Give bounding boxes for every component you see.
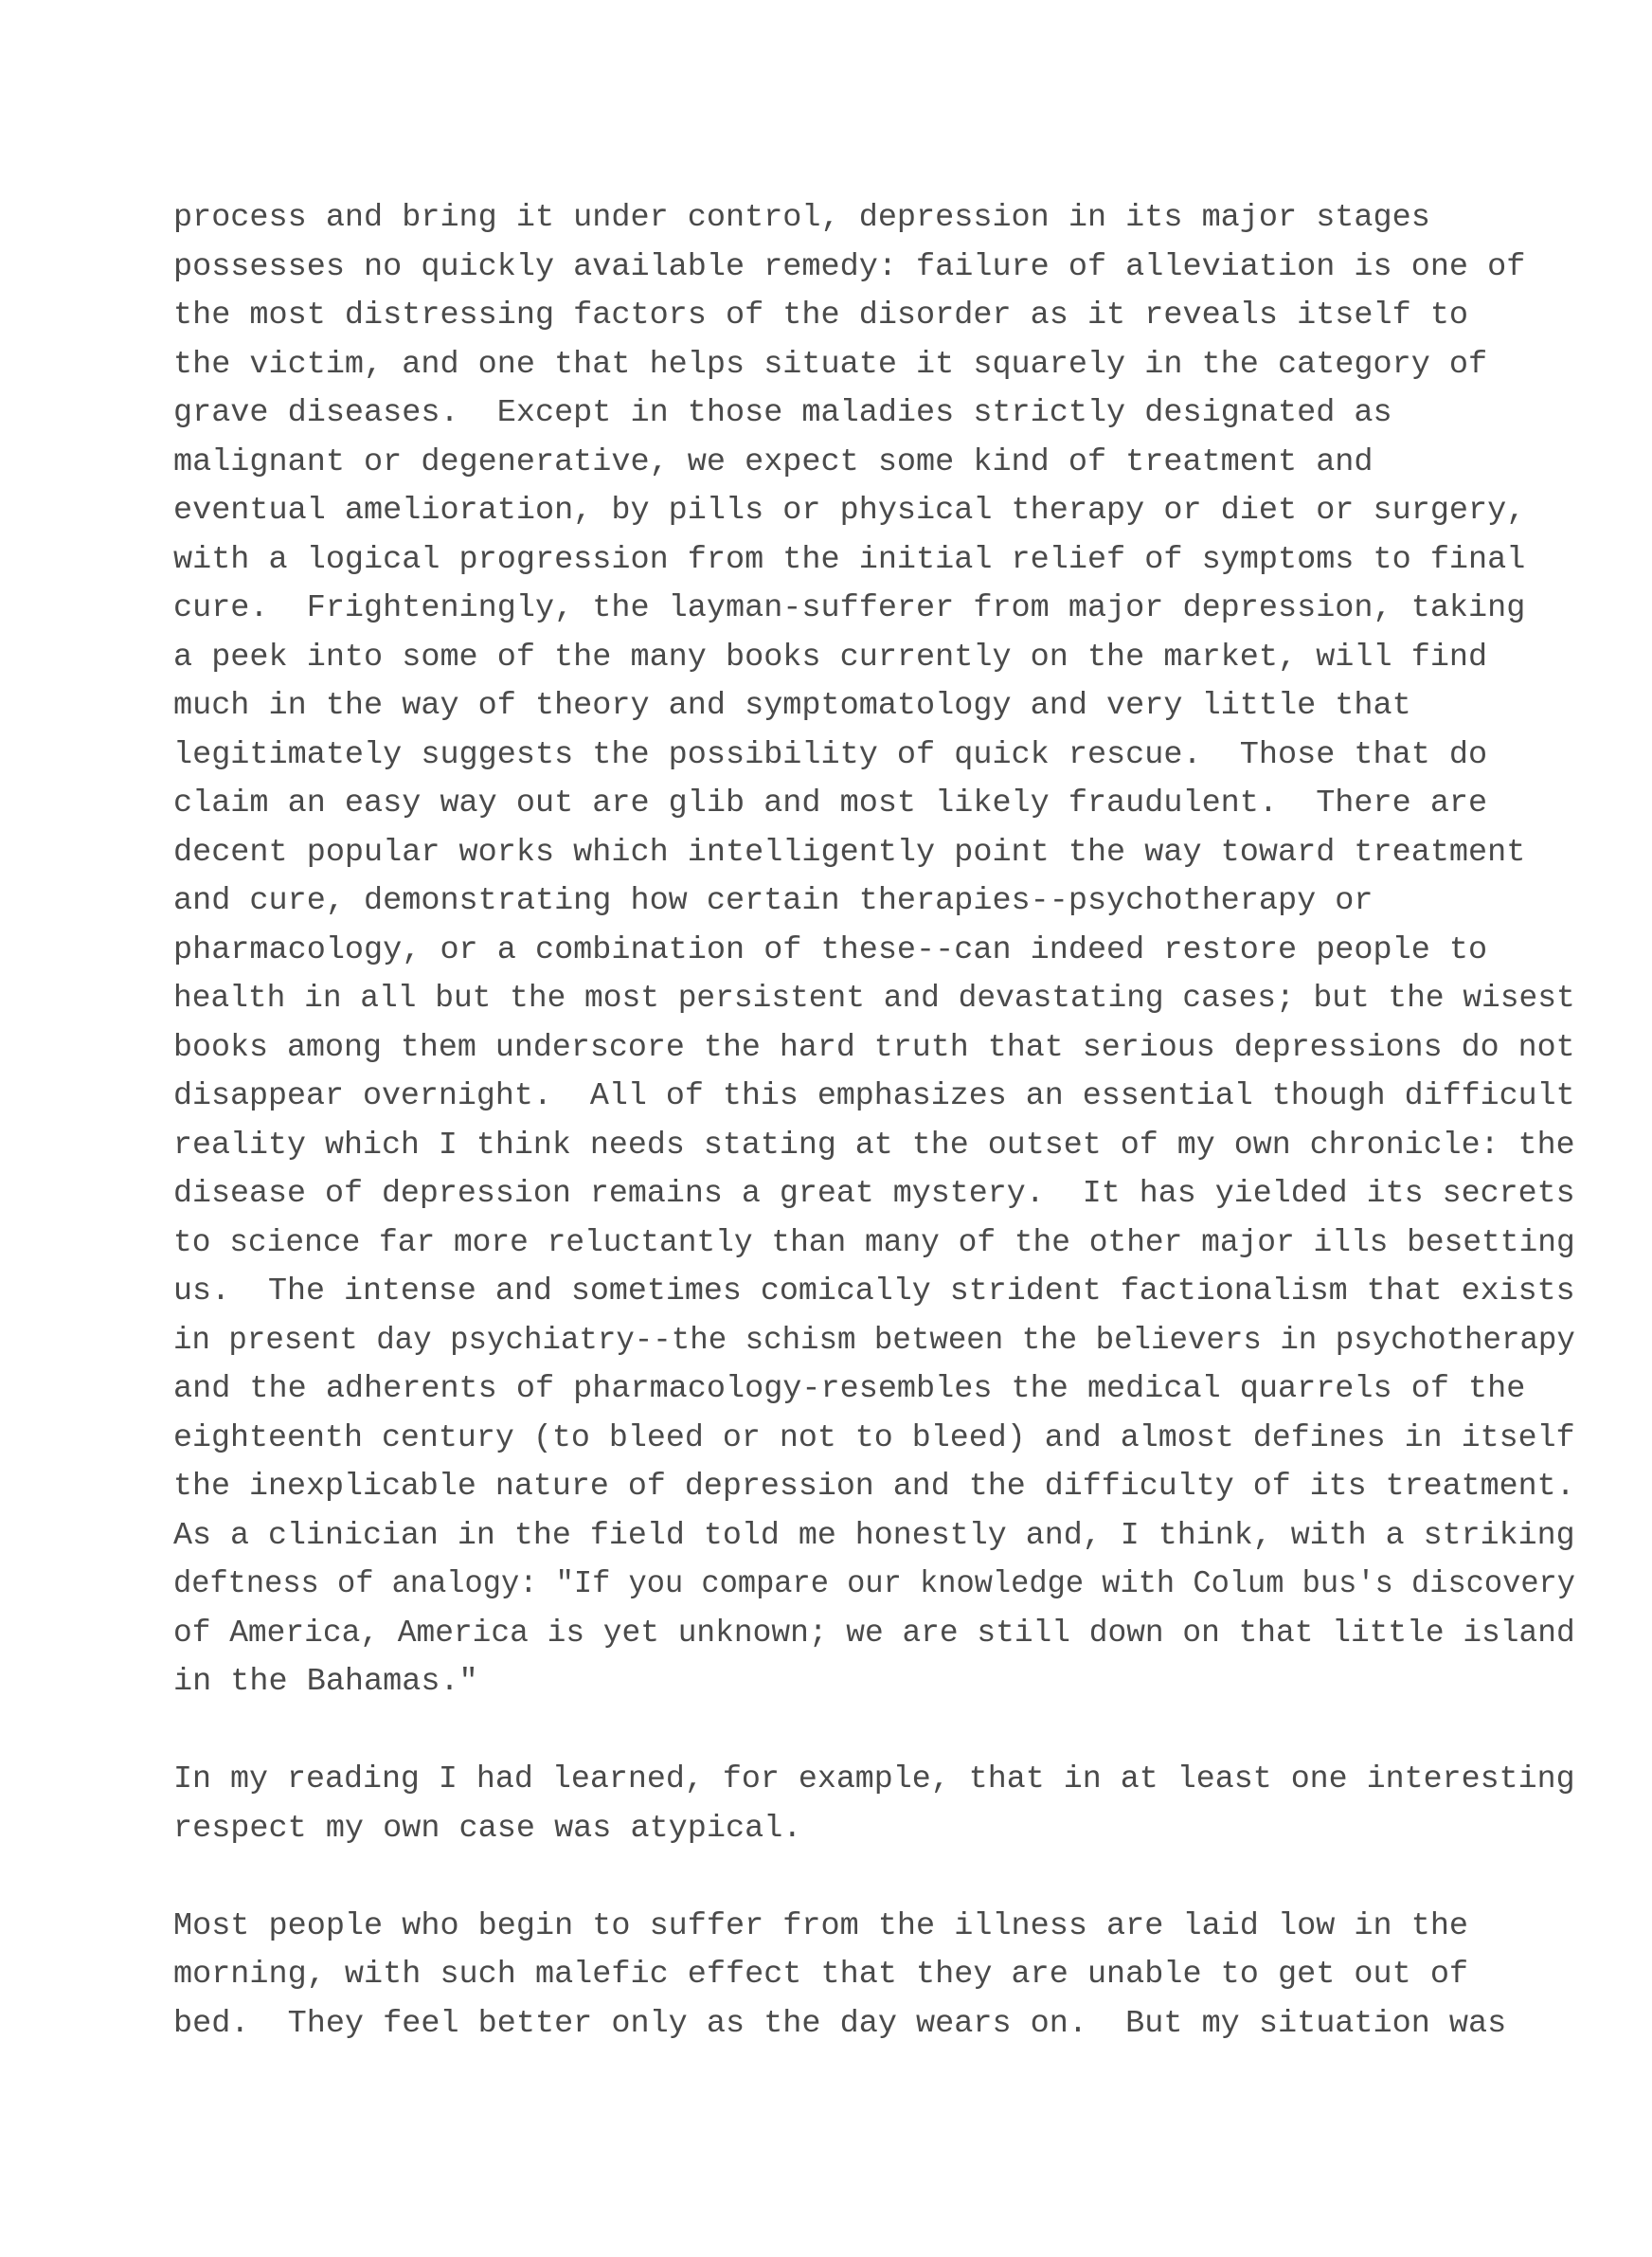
text-line: to science far more reluctantly than many of the other major ills besetting [173,1224,1575,1261]
text-line: with a logical progression from the initial relief of symptoms to final [173,541,1526,578]
text-line: of America, America is yet unknown; we are still down on that little island [173,1615,1575,1652]
text-line: eventual amelioration, by pills or physical therapy or diet or surgery, [173,493,1526,529]
text-line: in present day psychiatry--the schism between the believers in psychotherapy [173,1322,1575,1359]
paragraph-break [173,1853,1575,1903]
text-line: claim an easy way out are glib and most likely fraudulent. There are [173,785,1488,822]
text-line: the inexplicable nature of depression and the difficulty of its treatment. [173,1469,1575,1505]
text-line: and cure, demonstrating how certain therapies--psychotherapy or [173,883,1374,919]
text-line: Most people who begin to suffer from the illness are laid low in the [173,1907,1469,1944]
text-line: legitimately suggests the possibility of quick rescue. Those that do [173,736,1488,773]
text-line: process and bring it under control, depression in its major stages [173,200,1430,236]
body-text [173,194,1575,2049]
text-line: In my reading I had learned, for example, that in at least one interesting [173,1761,1575,1797]
text-line: in the Bahamas." [173,1664,478,1700]
text-line: possesses no quickly available remedy: failure of alleviation is one of [173,248,1526,285]
text-line: deftness of analogy: "If you compare our knowledge with Colum bus's discovery [173,1566,1575,1602]
text-line: disease of depression remains a great mystery. It has yielded its secrets [173,1176,1575,1212]
text-line: reality which I think needs stating at the outset of my own chronicle: the [173,1127,1575,1164]
text-line: the most distressing factors of the disorder as it reveals itself to [173,298,1469,334]
text-line: disappear overnight. All of this emphasizes an essential though difficult [173,1078,1575,1114]
text-line: decent popular works which intelligently point the way toward treatment [173,834,1526,871]
text-line: the victim, and one that helps situate it squarely in the category of [173,346,1488,383]
text-line: pharmacology, or a combination of these--can indeed restore people to [173,931,1488,968]
text-line: respect my own case was atypical. [173,1810,802,1847]
text-line: much in the way of theory and symptomatology and very little that [173,688,1411,724]
text-line: morning, with such malefic effect that they are unable to get out of [173,1957,1469,1993]
text-line: grave diseases. Except in those maladies strictly designated as [173,395,1392,431]
text-line: malignant or degenerative, we expect some kind of treatment and [173,443,1374,480]
text-line: cure. Frighteningly, the layman-sufferer from major depression, taking [173,590,1526,626]
text-line: As a clinician in the field told me honestly and, I think, with a striking [173,1517,1575,1554]
text-line: us. The intense and sometimes comically strident factionalism that exists [173,1273,1575,1309]
text-line: and the adherents of pharmacology-resembles the medical quarrels of the [173,1371,1526,1407]
text-line: books among them underscore the hard truth that serious depressions do not [173,1029,1575,1066]
paragraph-break [173,1707,1575,1757]
text-line: a peek into some of the many books currently on the market, will find [173,639,1488,676]
text-line: bed. They feel better only as the day wears on. But my situation was [173,2005,1507,2042]
text-line: health in all but the most persistent and devastating cases; but the wisest [173,981,1575,1017]
text-line: eighteenth century (to bleed or not to bleed) and almost defines in itself [173,1419,1575,1456]
